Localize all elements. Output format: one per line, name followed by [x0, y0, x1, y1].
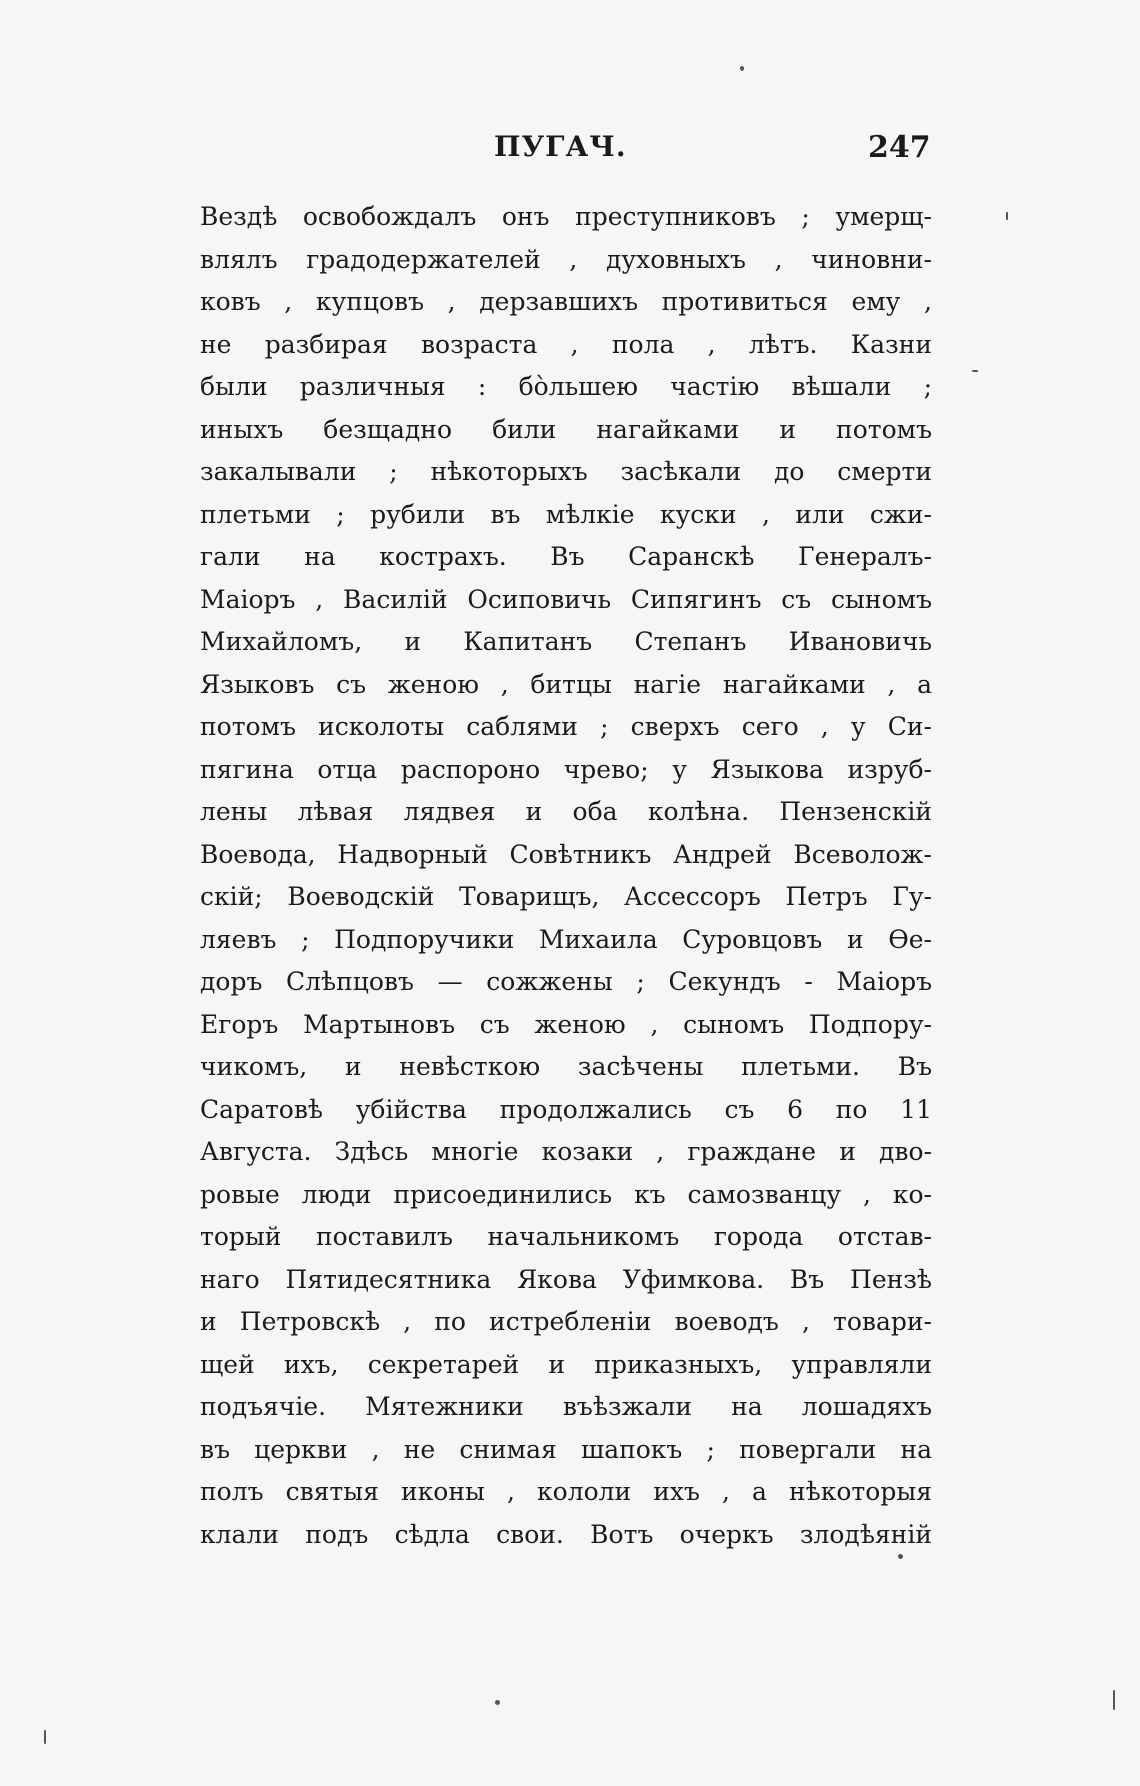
text-line: клали подъ сѣдла свои. Вотъ очеркъ злодѣяній: [200, 1519, 932, 1549]
scan-speck: [972, 370, 978, 372]
text-line: ляевъ ; Подпоручики Михаила Суровцовъ и Ѳе-: [200, 924, 932, 954]
text-line: скій; Воеводскій Товарищъ, Ассессоръ Петръ Гу-: [200, 882, 932, 911]
text-line: чикомъ, и невѣсткою засѣчены плетьми. Въ: [200, 1052, 932, 1081]
text-line: Вездѣ освобождалъ онъ преступниковъ ; умерщ-: [200, 202, 932, 231]
text-line: Маіоръ , Василій Осиповичь Сипягинъ съ сыномъ: [200, 584, 932, 614]
text-line: закалывали ; нѣкоторыхъ засѣкали до смерти: [200, 457, 932, 486]
scan-speck: [740, 66, 744, 71]
text-line: подъячіе. Мятежники въѣзжали на лошадяхъ: [200, 1392, 932, 1421]
text-line: не разбирая возраста , пола , лѣтъ. Казни: [200, 329, 932, 359]
text-line: Егоръ Мартыновъ съ женою , сыномъ Подпору-: [200, 1009, 932, 1039]
text-line: Августа. Здѣсь многіе козаки , граждане и дво-: [200, 1137, 932, 1166]
text-line: влялъ градодержателей , духовныхъ , чиновни-: [200, 244, 932, 274]
text-line: торый поставилъ начальникомъ города отстав-: [200, 1222, 932, 1251]
text-line: были различныя : бо̀льшею частію вѣшали ;: [200, 372, 932, 401]
scan-speck: [44, 1730, 46, 1744]
text-line: Воевода, Надворный Совѣтникъ Андрей Всеволож-: [200, 839, 932, 869]
text-line: лены лѣвая лядвея и оба колѣна. Пензенскій: [200, 797, 932, 826]
scan-speck: [1006, 212, 1008, 220]
text-line: пягина отца распороно чрево; у Языкова изруб-: [200, 754, 932, 784]
text-line: ровые люди присоединились къ самозванцу , ко-: [200, 1179, 932, 1209]
text-line: и Петровскѣ , по истребленіи воеводъ , товари-: [200, 1307, 932, 1336]
running-head: [0, 130, 1140, 174]
text-line: плетьми ; рубили въ мѣлкіе куски , или сжи-: [200, 499, 932, 529]
scan-speck: [898, 1554, 903, 1559]
page-number: 247: [868, 130, 931, 165]
scan-speck: [495, 1700, 500, 1705]
text-line: гали на кострахъ. Въ Саранскѣ Генералъ-: [200, 542, 932, 571]
text-line: Саратовѣ убійства продолжались съ 6 по 11: [200, 1094, 932, 1124]
text-line: полъ святыя иконы , кололи ихъ , а нѣкоторыя: [200, 1477, 932, 1506]
body-text: [200, 196, 932, 1556]
text-line: Михайломъ, и Капитанъ Степанъ Ивановичь: [200, 627, 932, 656]
running-title: ПУГАЧ.: [494, 130, 627, 163]
text-line: иныхъ безщадно били нагайками и потомъ: [200, 414, 932, 444]
text-line: щей ихъ, секретарей и приказныхъ, управляли: [200, 1349, 932, 1379]
text-line: доръ Слѣпцовъ — сожжены ; Секундъ - Маіоръ: [200, 967, 932, 996]
text-line: потомъ исколоты саблями ; сверхъ сего , у Си-: [200, 712, 932, 741]
text-line: ковъ , купцовъ , дерзавшихъ противиться ему ,: [200, 287, 932, 316]
text-line: Языковъ съ женою , битцы нагіе нагайками , а: [200, 669, 932, 699]
text-line: наго Пятидесятника Якова Уфимкова. Въ Пензѣ: [200, 1264, 932, 1294]
text-line: въ церкви , не снимая шапокъ ; повергали на: [200, 1434, 932, 1464]
scan-speck: [1113, 1690, 1115, 1710]
